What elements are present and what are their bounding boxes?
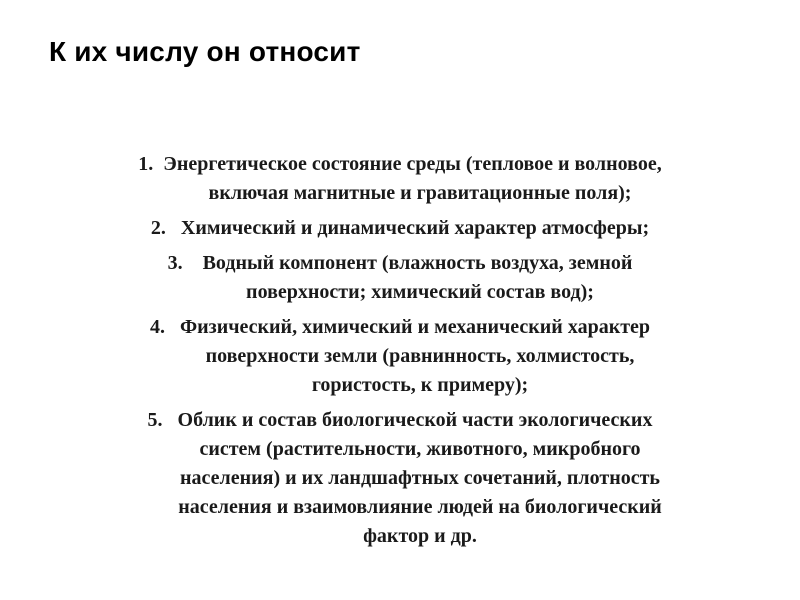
numbered-list xyxy=(40,150,760,557)
list-item-number: 2. xyxy=(150,217,166,239)
list-item-number: 5. xyxy=(147,409,163,431)
list-item-4 xyxy=(40,313,760,400)
slide-title: К их числу он относит xyxy=(49,36,361,67)
list-item-line: гористость, к примеру); xyxy=(311,374,529,396)
list-item-line: Физический, химический и механический характер xyxy=(179,316,651,338)
list-item-line: населения и взаимовлияние людей на биологический xyxy=(178,496,662,518)
list-item-line: включая магнитные и гравитационные поля); xyxy=(208,182,632,204)
list-item-2 xyxy=(40,214,760,243)
list-item-line: поверхности земли (равнинность, холмистость, xyxy=(205,345,635,367)
list-item-line: Химический и динамический характер атмосферы; xyxy=(180,217,650,239)
list-item-number: 4. xyxy=(149,316,165,338)
list-item-1 xyxy=(40,150,760,208)
list-item-line: Энергетическое состояние среды (тепловое и волновое, xyxy=(163,153,662,175)
list-item-line: населения) и их ландшафтных сочетаний, плотность xyxy=(180,467,660,489)
list-item-line: Облик и состав биологической части экологических xyxy=(177,409,653,431)
list-item-number: 3. xyxy=(167,252,183,274)
list-item-5 xyxy=(40,406,760,551)
list-item-3 xyxy=(40,249,760,307)
list-item-line: Водный компонент (влажность воздуха, земной xyxy=(202,252,633,274)
list-item-line: поверхности; химический состав вод); xyxy=(246,281,594,303)
list-item-line: систем (растительности, животного, микробного xyxy=(199,438,641,460)
list-item-number: 1. xyxy=(138,153,154,175)
list-item-line: фактор и др. xyxy=(363,525,477,547)
